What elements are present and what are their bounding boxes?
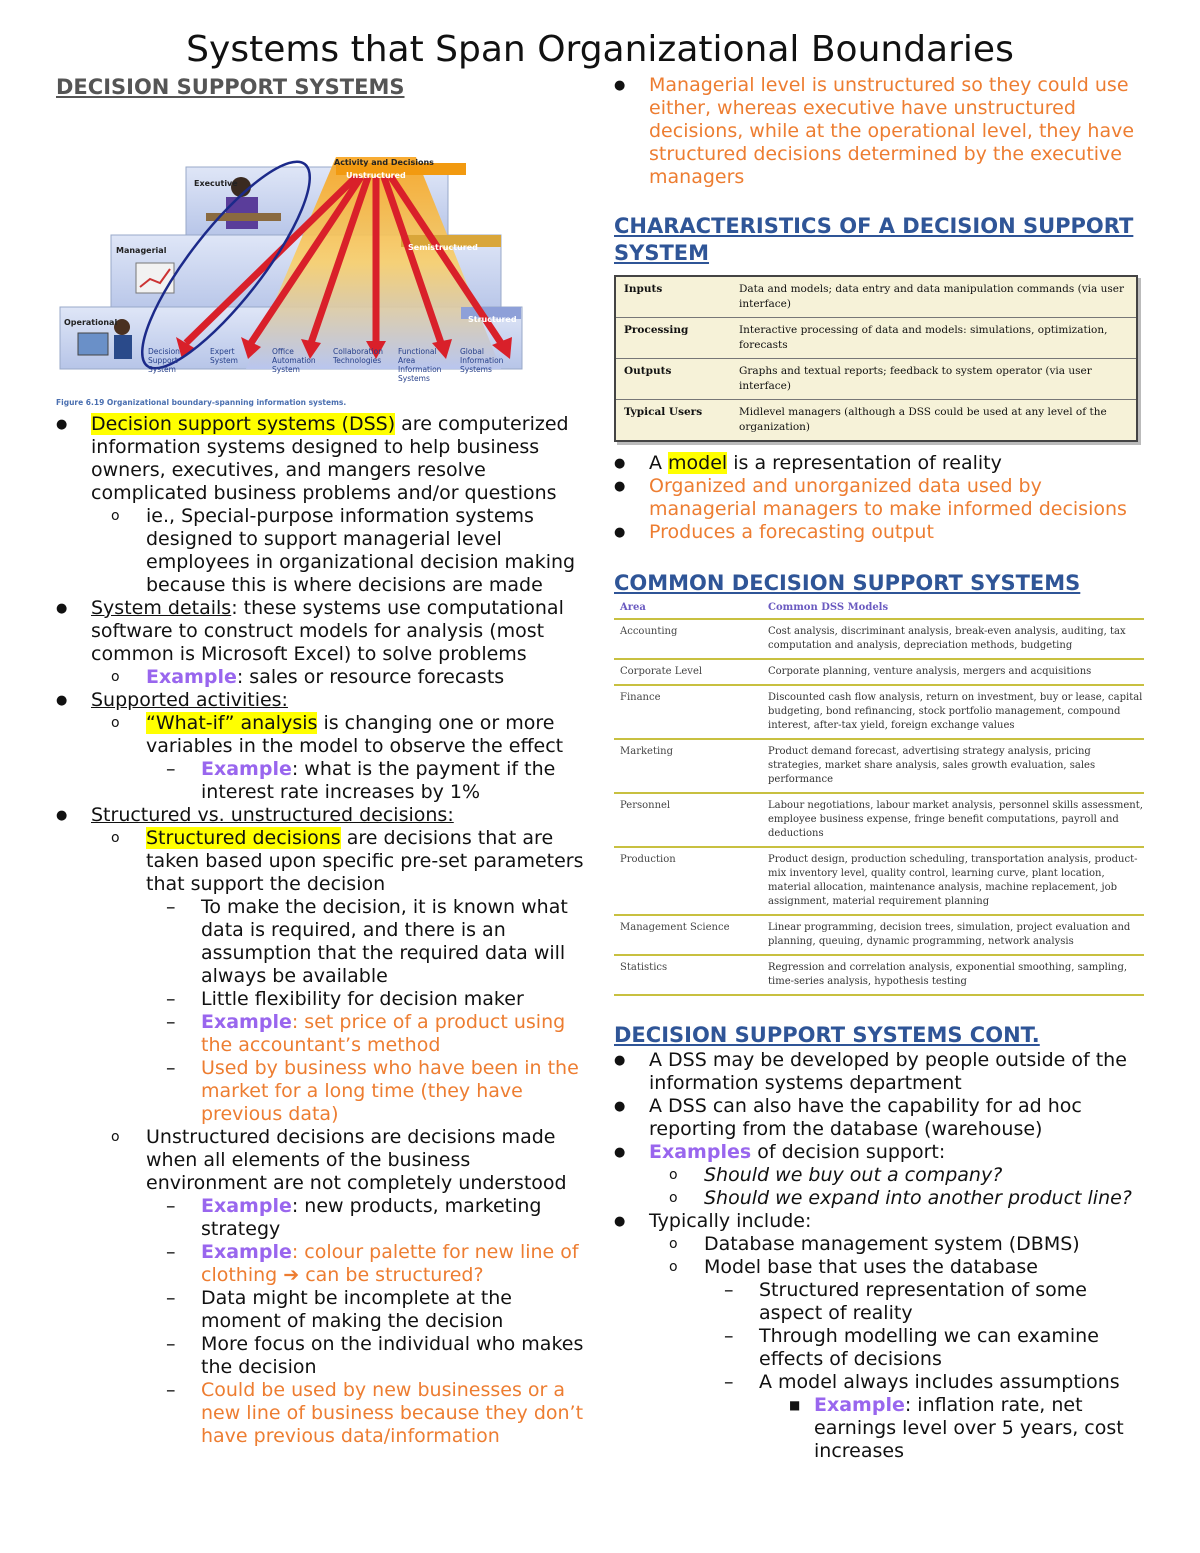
list-item: ● Structured vs. unstructured decisions: <box>56 804 454 826</box>
list-item: – Could be used by new businesses or a new line of business because they don’t have previous data/information <box>166 1379 584 1447</box>
table-row: Finance Discounted cash flow analysis, return on investment, buy or lease, capital budgeting, bond refinancing, stock portfolio management, compound interest, after-tax yield, foreign exchange values <box>614 686 1144 740</box>
system-label-dss: Decision Support System <box>148 347 180 374</box>
list-item: o Should we expand into another product line? <box>669 1187 1132 1209</box>
list-item: – A model always includes assumptions <box>724 1371 1120 1393</box>
tier-label-executive: Executive <box>194 179 238 188</box>
dss-bullet-list <box>56 413 596 1448</box>
list-item: – Little flexibility for decision maker <box>166 988 524 1010</box>
section-heading-dss: DECISION SUPPORT SYSTEMS <box>56 75 405 99</box>
table-row: Outputs Graphs and textual reports; feedback to system operator (via user interface) <box>616 359 1136 400</box>
list-item: o Model base that uses the database <box>669 1256 1038 1278</box>
section-heading-dss-cont: DECISION SUPPORT SYSTEMS CONT. <box>614 1023 1040 1047</box>
list-item: – Example: colour palette for new line of clothing ➔ can be structured? <box>166 1241 579 1286</box>
list-item: – Data might be incomplete at the moment of making the decision <box>166 1287 512 1332</box>
list-item: ● A DSS may be developed by people outside of the information systems department <box>614 1049 1127 1094</box>
list-item: ● Examples of decision support: <box>614 1141 946 1163</box>
list-item: o Unstructured decisions are decisions made when all elements of the business environment are not completely understood <box>111 1126 567 1194</box>
left-column <box>56 74 596 1448</box>
list-item: – Through modelling we can examine effects of decisions <box>724 1325 1099 1370</box>
list-item: – Example: new products, marketing strategy <box>166 1195 542 1240</box>
list-item: – Used by business who have been in the market for a long time (they have previous data) <box>166 1057 579 1125</box>
system-label-global: Global Information Systems <box>460 347 504 374</box>
list-item: – Example: set price of a product using the accountant’s method <box>166 1011 566 1056</box>
list-item: o “What-if” analysis is changing one or more variables in the model to observe the effect <box>111 712 564 757</box>
list-item: o Database management system (DBMS) <box>669 1233 1080 1255</box>
tier-label-managerial: Managerial <box>116 246 167 255</box>
model-bullet-list <box>614 452 1154 544</box>
table-row: Typical Users Midlevel managers (although a DSS could be used at any level of the organization) <box>624 406 1107 433</box>
table-header: Area Common DSS Models <box>614 601 1144 620</box>
characteristics-table <box>614 275 1138 442</box>
label-structured: Structured <box>468 315 517 324</box>
table-row: Processing Interactive processing of data and models: simulations, optimization, forecasts <box>616 318 1136 359</box>
list-item: o Example: sales or resource forecasts <box>111 666 505 688</box>
table-row: Management Science Linear programming, decision trees, simulation, project evaluation and planning, queuing, dynamic programming, network analysis <box>614 916 1144 956</box>
list-item: ● A model is a representation of reality <box>614 452 1002 474</box>
activity-header: Activity and Decisions <box>334 158 434 167</box>
boundary-spanning-figure <box>56 115 526 405</box>
tier-label-operational: Operational <box>64 318 118 327</box>
list-item: – Structured representation of some aspect of reality <box>724 1279 1087 1324</box>
system-label-office: Office Automation System <box>272 347 316 374</box>
dss-cont-bullet-list <box>614 1049 1154 1463</box>
table-row: Statistics Regression and correlation analysis, exponential smoothing, sampling, time-series analysis, hypothesis testing <box>614 956 1144 996</box>
list-item: – Example: what is the payment if the interest rate increases by 1% <box>166 758 556 803</box>
list-item: – To make the decision, it is known what data is required, and there is an assumption that the required data will always be available <box>166 896 568 987</box>
label-unstructured: Unstructured <box>346 171 406 180</box>
list-item: ■ Example: inflation rate, net earnings level over 5 years, cost increases <box>789 1394 1124 1462</box>
common-dss-table <box>614 601 1144 996</box>
list-item: o Should we buy out a company? <box>669 1164 1003 1186</box>
system-label-expert: Expert System <box>210 347 238 365</box>
table-row: Personnel Labour negotiations, labour market analysis, personnel skills assessment, employee business expense, fringe benefit computations, payroll and deductions <box>614 794 1144 848</box>
section-heading-characteristics: CHARACTERISTICS OF A DECISION SUPPORT SYSTEM <box>614 214 1134 265</box>
table-row: Production Product design, production scheduling, transportation analysis, product-mix inventory level, quality control, learning curve, plant location, material allocation, maintenance analysis, machine replacement, job assignment, material requirement planning <box>614 848 1144 916</box>
system-label-functional: Functional Area Information Systems <box>398 347 442 383</box>
list-item: ● Typically include: <box>614 1210 812 1232</box>
right-column <box>614 74 1154 1463</box>
figure-caption: Figure 6.19 Organizational boundary-spanning information systems. <box>56 398 347 407</box>
list-item: ● A DSS can also have the capability for ad hoc reporting from the database (warehouse) <box>614 1095 1082 1140</box>
list-item: – More focus on the individual who makes the decision <box>166 1333 584 1378</box>
list-item: o Structured decisions are decisions that are taken based upon specific pre-set parameters that support the decision <box>111 827 584 895</box>
list-item: ● Managerial level is unstructured so they could use either, whereas executive have unstructured decisions, while at the operational level, they have structured decisions determined by the executive managers <box>614 74 1135 188</box>
page-title: Systems that Span Organizational Boundaries <box>186 29 1014 70</box>
section-heading-common-dss: COMMON DECISION SUPPORT SYSTEMS <box>614 571 1081 595</box>
list-item: o ie., Special-purpose information systems designed to support managerial level employees in organizational decision making because this is where decisions are made <box>111 505 576 596</box>
list-item: ● Organized and unorganized data used by managerial managers to make informed decisions <box>614 475 1127 520</box>
table-row: Accounting Cost analysis, discriminant analysis, break-even analysis, auditing, tax computation and analysis, depreciation methods, budgeting <box>614 620 1144 660</box>
label-semistructured: Semistructured <box>408 243 478 252</box>
list-item: ● Supported activities: <box>56 689 288 711</box>
table-row: Marketing Product demand forecast, advertising strategy analysis, pricing strategies, market share analysis, sales growth evaluation, sales performance <box>614 740 1144 794</box>
table-row: Corporate Level Corporate planning, venture analysis, mergers and acquisitions <box>614 660 1144 686</box>
system-label-collaboration: Collaboration Technologies <box>333 347 383 365</box>
list-item: ● Decision support systems (DSS) are computerized information systems designed to help business owners, executives, and mangers resolve complicated business problems and/or questions <box>56 413 569 504</box>
table-row: Inputs Data and models; data entry and data manipulation commands (via user interface) <box>616 277 1136 318</box>
top-bullet-list <box>614 74 1154 189</box>
list-item: ● Produces a forecasting output <box>614 521 934 543</box>
list-item: ● System details: these systems use computational software to construct models for analysis (most common is Microsoft Excel) to solve problems <box>56 597 564 665</box>
